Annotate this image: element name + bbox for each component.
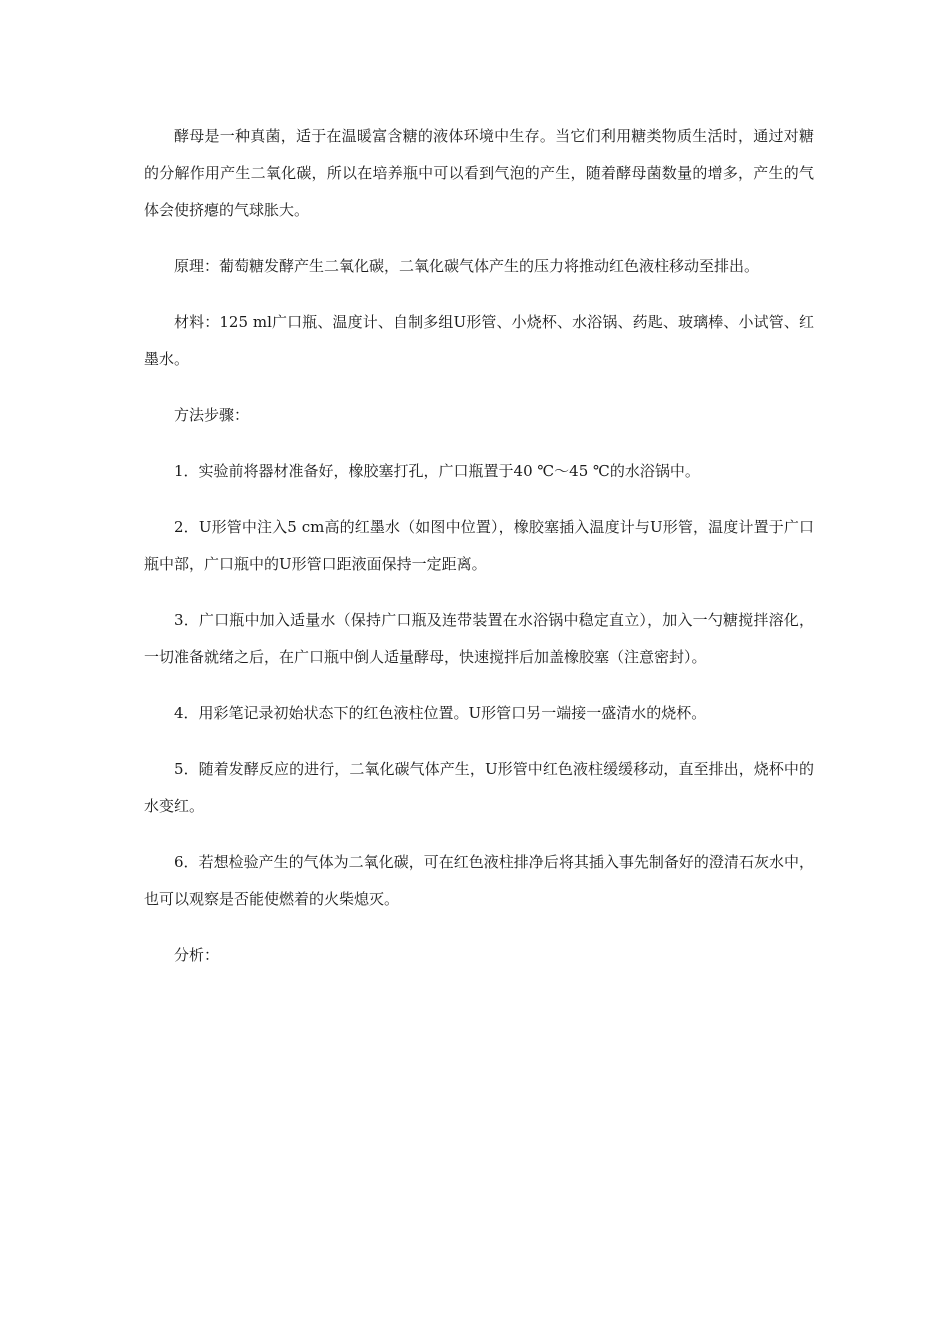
- step-2: 2．U形管中注入5 cm高的红墨水（如图中位置），橡胶塞插入温度计与U形管，温度计置于广口瓶中部，广口瓶中的U形管口距液面保持一定距离。: [144, 518, 814, 573]
- step-4: 4．用彩笔记录初始状态下的红色液柱位置。U形管口另一端接一盛清水的烧杯。: [174, 704, 707, 722]
- step-6: 6．若想检验产生的气体为二氧化碳，可在红色液柱排净后将其插入事先制备好的澄清石灰水中，也可以观察是否能使燃着的火柴熄灭。: [144, 853, 814, 908]
- principle-paragraph: 原理：葡萄糖发酵产生二氧化碳，二氧化碳气体产生的压力将推动红色液柱移动至排出。: [174, 257, 760, 275]
- analysis-heading: 分析：: [174, 946, 220, 964]
- step-1: 1．实验前将器材准备好，橡胶塞打孔，广口瓶置于40 ℃～45 ℃的水浴锅中。: [174, 462, 700, 480]
- document-body: [144, 118, 814, 993]
- step-3: 3．广口瓶中加入适量水（保持广口瓶及连带装置在水浴锅中稳定直立），加入一勺糖搅拌溶化，一切准备就绪之后，在广口瓶中倒人适量酵母，快速搅拌后加盖橡胶塞（注意密封）。: [144, 611, 814, 666]
- intro-paragraph: 酵母是一种真菌，适于在温暖富含糖的液体环境中生存。当它们利用糖类物质生活时，通过对糖的分解作用产生二氧化碳，所以在培养瓶中可以看到气泡的产生，随着酵母菌数量的增多，产生的气体会使挤瘪的气球胀大。: [144, 127, 814, 219]
- method-heading: 方法步骤：: [174, 406, 250, 424]
- step-5: 5．随着发酵反应的进行，二氧化碳气体产生，U形管中红色液柱缓缓移动，直至排出，烧杯中的水变红。: [144, 760, 814, 815]
- materials-paragraph: 材料：125 ml广口瓶、温度计、自制多组U形管、小烧杯、水浴锅、药匙、玻璃棒、小试管、红墨水。: [144, 313, 814, 368]
